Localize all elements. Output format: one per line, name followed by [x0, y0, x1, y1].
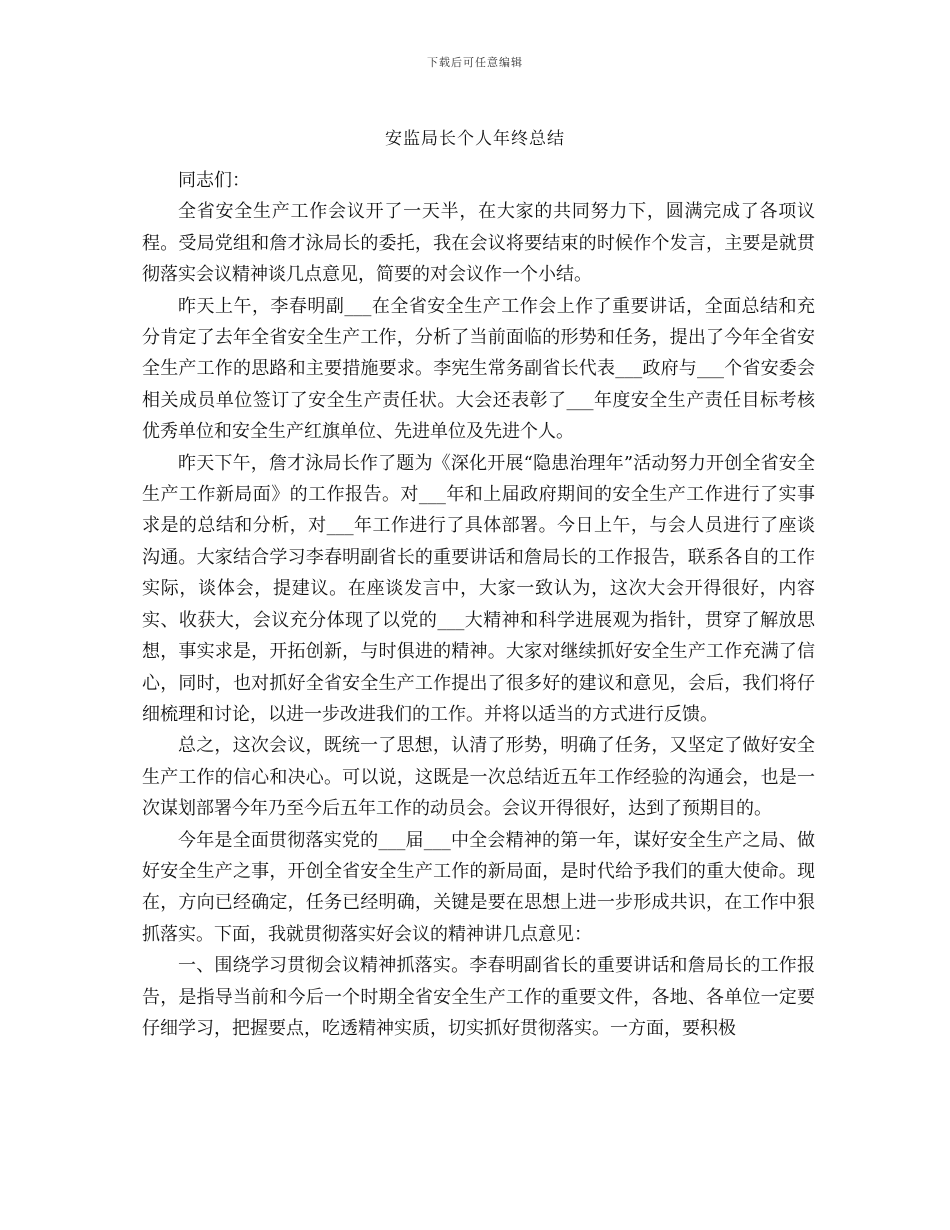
- paragraph: 昨天上午，李春明副___在全省安全生产工作会上作了重要讲话，全面总结和充分肯定了去年全省安全生产工作，分析了当前面临的形势和任务，提出了今年全省安全生产工作的思路和主要措施要求。李宪生常务副省长代表___政府与___个省安委会相关成员单位签订了安全生产责任状。大会还表彰了___年度安全生产责任目标考核优秀单位和安全生产红旗单位、先进单位及先进个人。: [142, 295, 815, 443]
- paragraph: 今年是全面贯彻落实党的___届___中全会精神的第一年，谋好安全生产之局、做好安全生产之事，开创全省安全生产工作的新局面，是时代给予我们的重大使命。现在，方向已经确定，任务已经明确，关键是要在思想上进一步形成共识，在工作中狠抓落实。下面，我就贯彻落实好会议的精神讲几点意见：: [142, 829, 815, 945]
- document-body: [142, 165, 815, 1044]
- paragraph: 总之，这次会议，既统一了思想，认清了形势，明确了任务，又坚定了做好安全生产工作的信心和决心。可以说，这既是一次总结近五年工作经验的沟通会，也是一次谋划部署今年乃至今后五年工作的动员会。会议开得很好，达到了预期目的。: [142, 735, 815, 820]
- page-header-note: 下载后可任意编辑: [427, 56, 523, 69]
- paragraph: 全省安全生产工作会议开了一天半，在大家的共同努力下，圆满完成了各项议程。受局党组和詹才泳局长的委托，我在会议将要结束的时候作个发言，主要是就贯彻落实会议精神谈几点意见，简要的对会议作一个小结。: [142, 201, 815, 286]
- paragraph: 昨天下午，詹才泳局长作了题为《深化开展“隐患治理年”活动努力开创全省安全生产工作新局面》的工作报告。对___年和上届政府期间的安全生产工作进行了实事求是的总结和分析，对___年工作进行了具体部署。今日上午，与会人员进行了座谈沟通。大家结合学习李春明副省长的重要讲话和詹局长的工作报告，联系各自的工作实际，谈体会，提建议。在座谈发言中，大家一致认为，这次大会开得很好，内容实、收获大，会议充分体现了以党的___大精神和科学进展观为指针，贯穿了解放思想，事实求是，开拓创新，与时俱进的精神。大家对继续抓好安全生产工作充满了信心，同时，也对抓好全省安全生产工作提出了很多好的建议和意见，会后，我们将仔细梳理和讨论，以进一步改进我们的工作。并将以适当的方式进行反馈。: [142, 452, 815, 725]
- salutation: 同志们：: [178, 170, 250, 191]
- paragraph: 一、围绕学习贯彻会议精神抓落实。李春明副省长的重要讲话和詹局长的工作报告，是指导当前和今后一个时期全省安全生产工作的重要文件，各地、各单位一定要仔细学习，把握要点，吃透精神实质，切实抓好贯彻落实。一方面，要积极: [142, 955, 815, 1039]
- document-title: 安监局长个人年终总结: [385, 129, 565, 149]
